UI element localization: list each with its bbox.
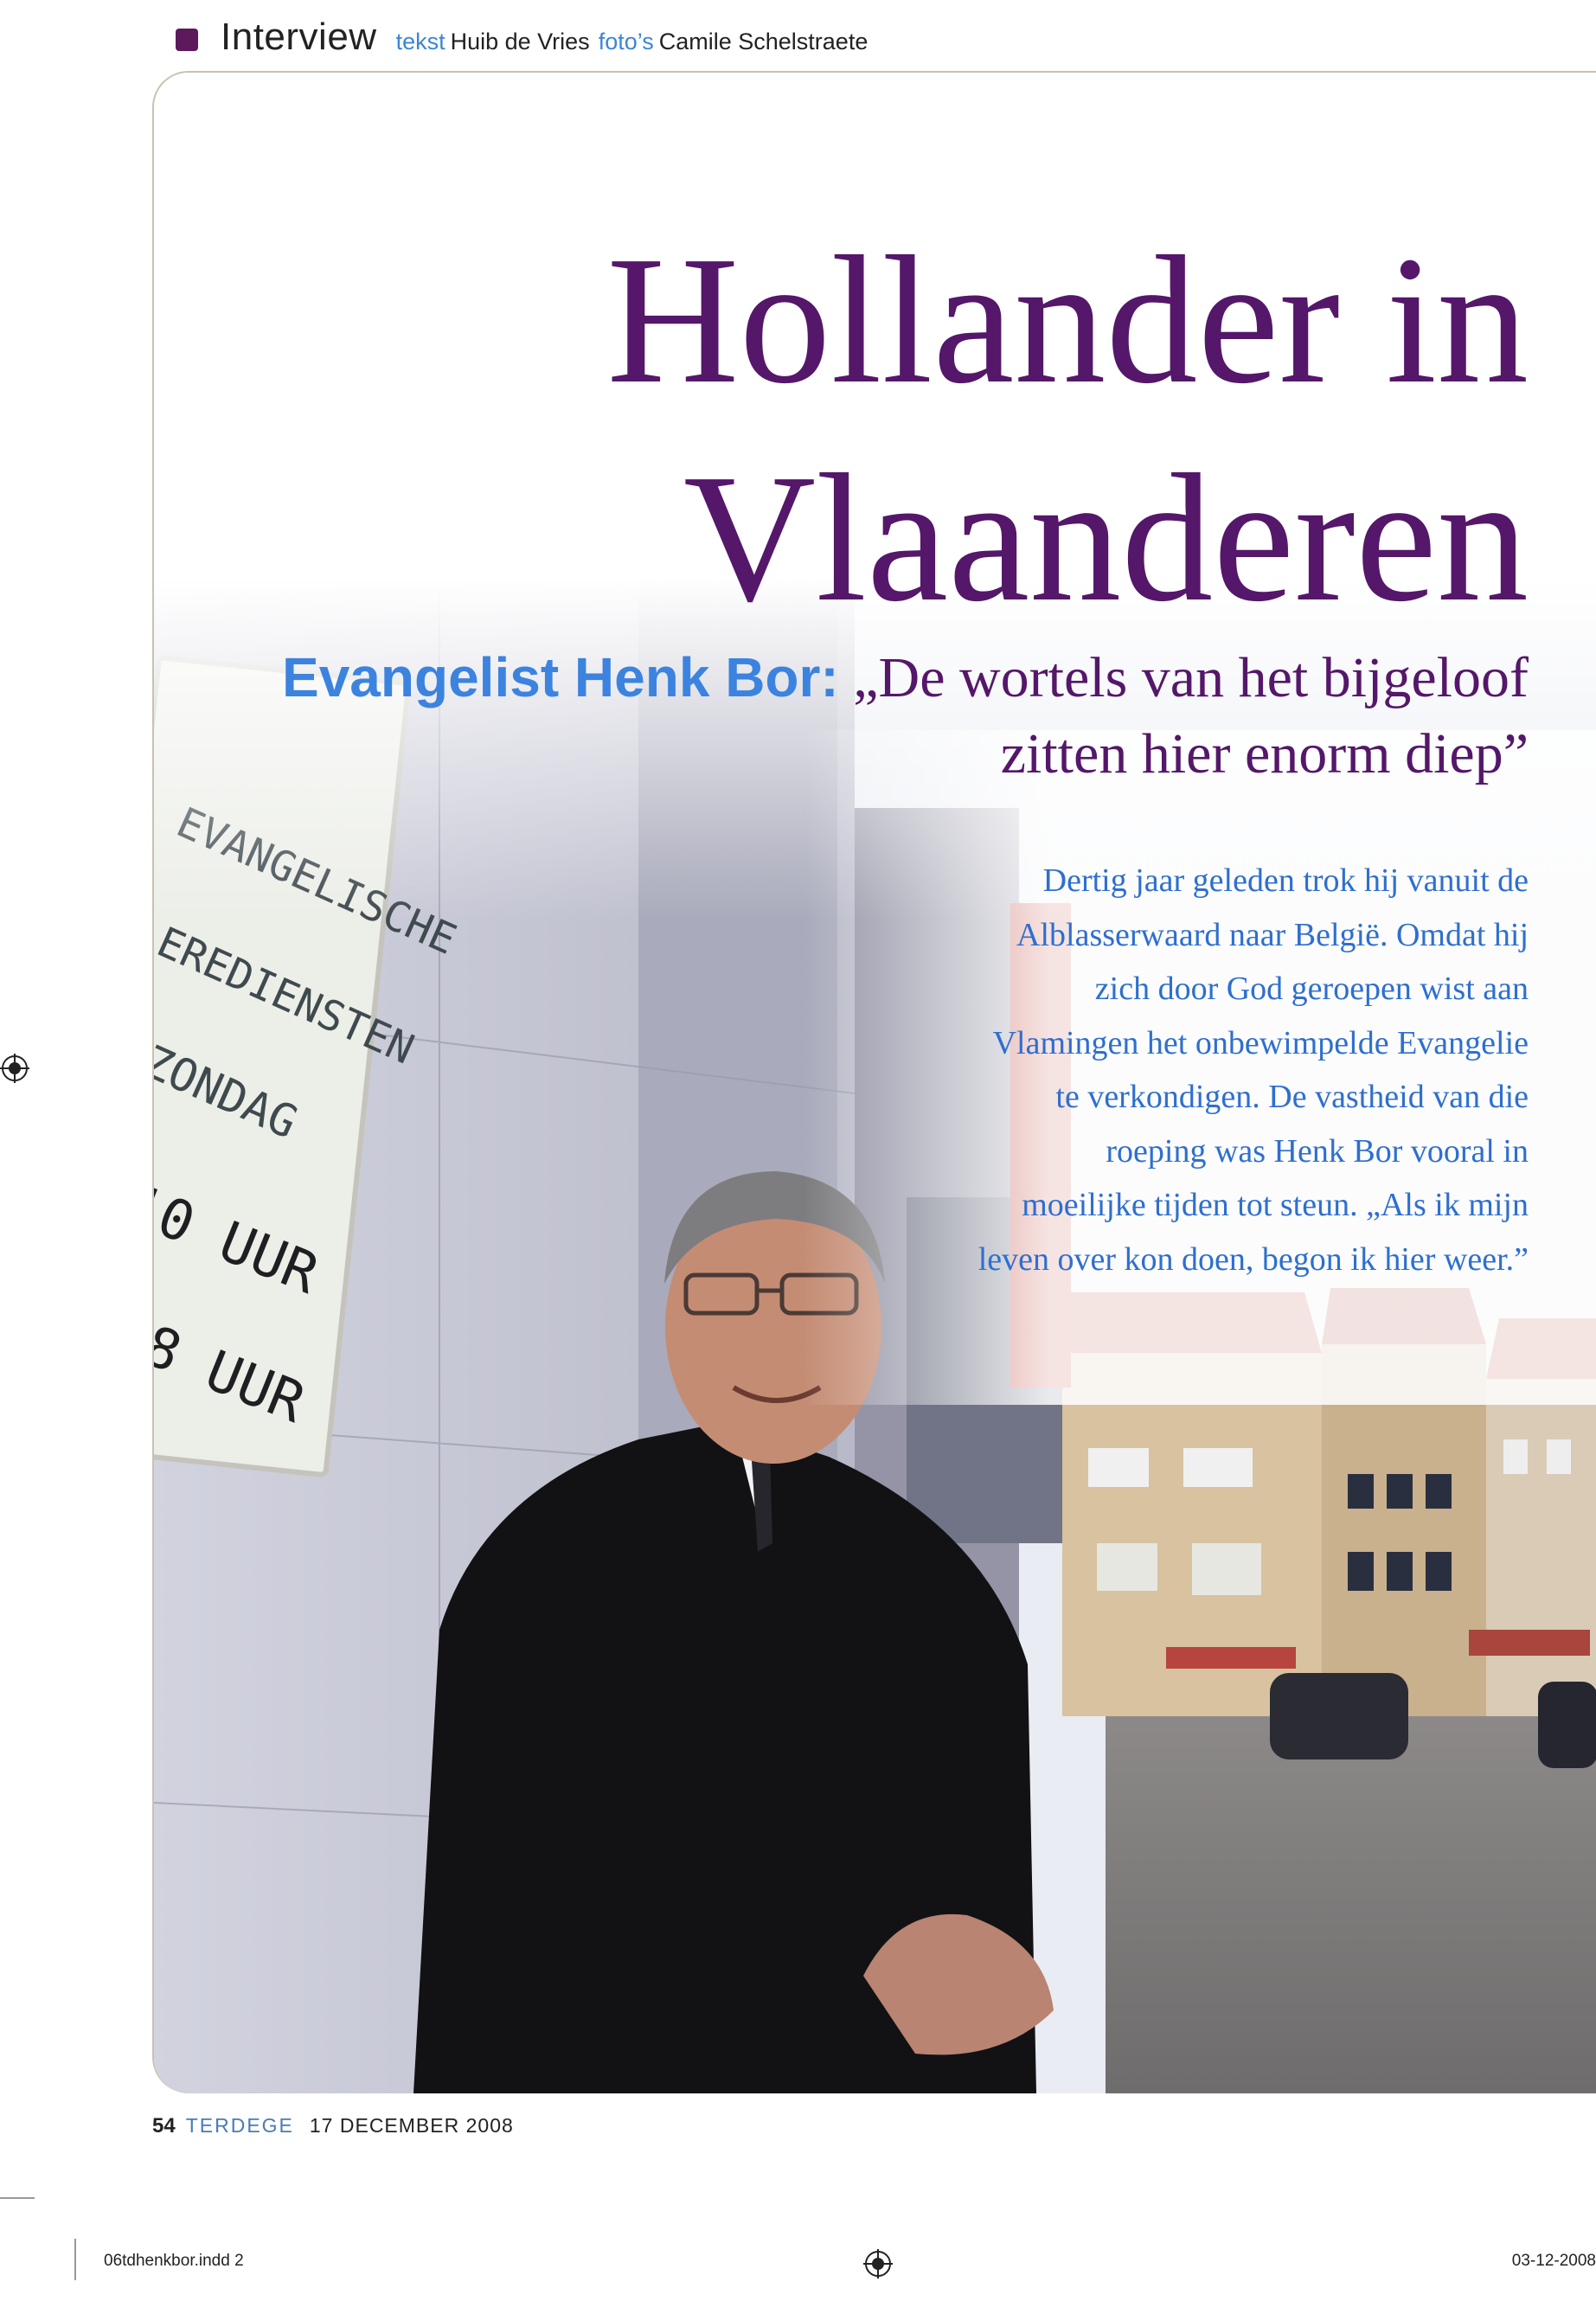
article-header [176,16,868,67]
photo-credit-author: Camile Schelstraete [658,29,869,54]
subtitle-speaker: Evangelist Henk Bor: [282,646,839,708]
section-square-icon [176,29,198,51]
photo-credit-label: foto’s [598,29,654,54]
section-label: Interview [221,16,377,58]
slug-date: 03-12-2008 [1511,2252,1596,2270]
title-line-2: Vlaanderen [683,436,1529,639]
crop-mark-vertical [74,2239,76,2280]
text-credit-label: tekst [395,29,445,54]
page-number: 54 [152,2114,176,2138]
publication-name: TERDEGE [185,2114,294,2137]
crop-mark [0,2197,35,2199]
subtitle-quote: „De wortels van het bijgeloof zitten hier enorm diep” [838,646,1529,785]
article-title [606,211,1529,647]
intro-paragraph: Dertig jaar geleden trok hij vanuit de Alblasserwaard naar België. Omdat hij zich door God geroepen wist aan Vlamingen het onbewimpelde Evangelie te verkondigen. De vastheid van die roeping was Henk Bor vooral in moeilijke tijden tot steun. „Als ik mijn leven over kon doen, begon ik hier weer.” [977,862,1529,1278]
page-footer [152,2114,514,2138]
text-credit-author: Huib de Vries [450,29,590,54]
article-photo [152,71,1596,2093]
slug-file-name: 06tdhenkbor.indd 2 [104,2252,244,2270]
registration-mark-icon [0,1054,29,1083]
issue-date: 17 DECEMBER 2008 [309,2114,514,2137]
article-subtitle [266,639,1529,792]
registration-mark-icon [863,2249,893,2279]
title-line-1: Hollander in [606,218,1529,421]
